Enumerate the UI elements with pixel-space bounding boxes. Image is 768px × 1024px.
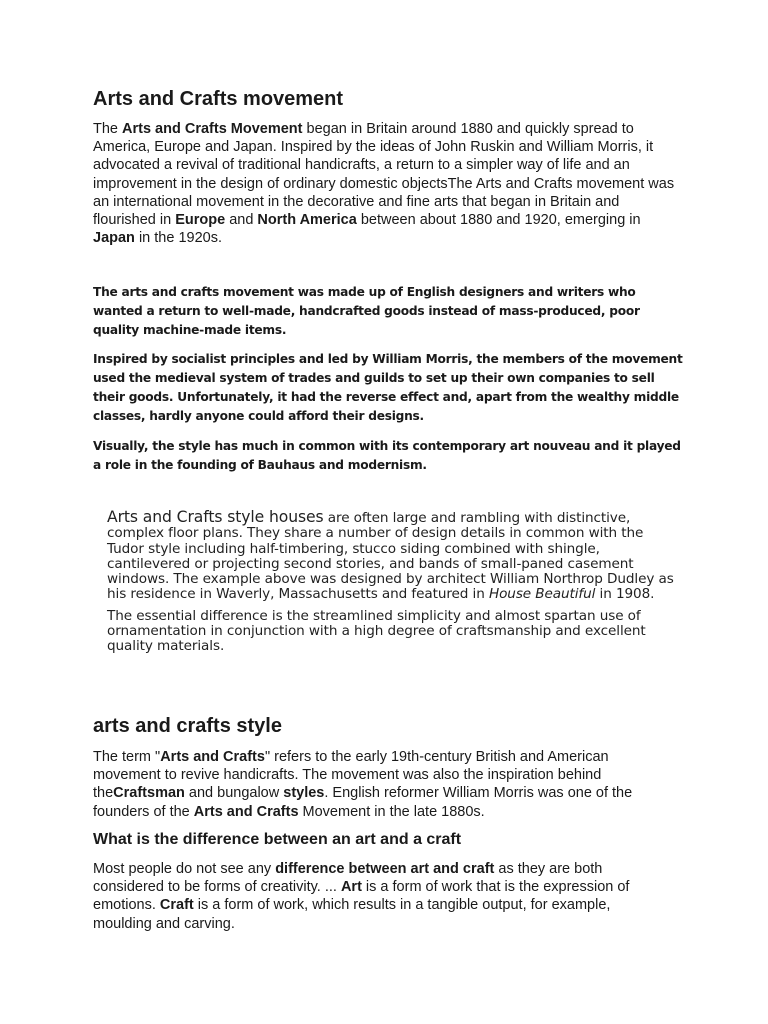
paragraph-term-definition: The term "Arts and Crafts" refers to the early 19th-century British and American movement to revive handicrafts. The movement was also the inspiration behind theCraftsman and bungalow styles. English reformer William Morris was one of the founders of the Arts and Crafts Movement in the late 1880s. bbox=[93, 749, 633, 820]
heading-art-vs-craft: What is the difference between an art and a craft bbox=[93, 831, 462, 848]
heading-arts-and-crafts-style: arts and crafts style bbox=[93, 715, 282, 737]
paragraph-style-houses: Arts and Crafts style houses are often large and rambling with distinctive, complex floor plans. They share a number of design details in common with the Tudor style including half-timbering, stucco siding combined with shingle, cantilevered or projecting second stories, and bands of small-paned casement windows. The example above was designed by architect William Northrop Dudley as his residence in Waverly, Massachusetts and featured in House Beautiful in 1908. bbox=[107, 508, 674, 603]
paragraph-art-vs-craft: Most people do not see any difference between art and craft as they are both considered to be forms of creativity. ... Art is a form of work that is the expression of emotions. Craft is a form of work, which results in a tangible output, for example, moulding and carving. bbox=[93, 861, 630, 932]
houses-quote-block bbox=[107, 510, 677, 655]
heading-arts-and-crafts-movement: Arts and Crafts movement bbox=[93, 88, 344, 110]
paragraph-socialist-principles: Inspired by socialist principles and led by William Morris, the members of the movement used the medieval system of trades and guilds to set up their own companies to sell their goods. Unfortunately, it had the reverse effect and, apart from the wealthy middle classes, hardly anyone could afford their designs. bbox=[93, 352, 683, 423]
paragraph-essential-difference: The essential difference is the streamlined simplicity and almost spartan use of ornamentation in conjunction with a high degree of craftsmanship and excellent quality materials. bbox=[107, 607, 646, 655]
paragraph-movement-intro: The Arts and Crafts Movement began in Britain around 1880 and quickly spread to America, Europe and Japan. Inspired by the ideas of John Ruskin and William Morris, it advocated a revival of traditional handicrafts, a return to a simpler way of life and an improvement in the design of ordinary domestic objectsThe Arts and Crafts movement was an international movement in the decorative and fine arts that began in Britain and flourished in Europe and North America between about 1880 and 1920, emerging in Japan in the 1920s. bbox=[93, 121, 675, 247]
paragraph-english-designers: The arts and crafts movement was made up of English designers and writers who wanted a return to well-made, handcrafted goods instead of mass-produced, poor quality machine-made items. bbox=[93, 285, 640, 337]
paragraph-visual-style: Visually, the style has much in common with its contemporary art nouveau and it played a role in the founding of Bauhaus and modernism. bbox=[93, 439, 681, 472]
